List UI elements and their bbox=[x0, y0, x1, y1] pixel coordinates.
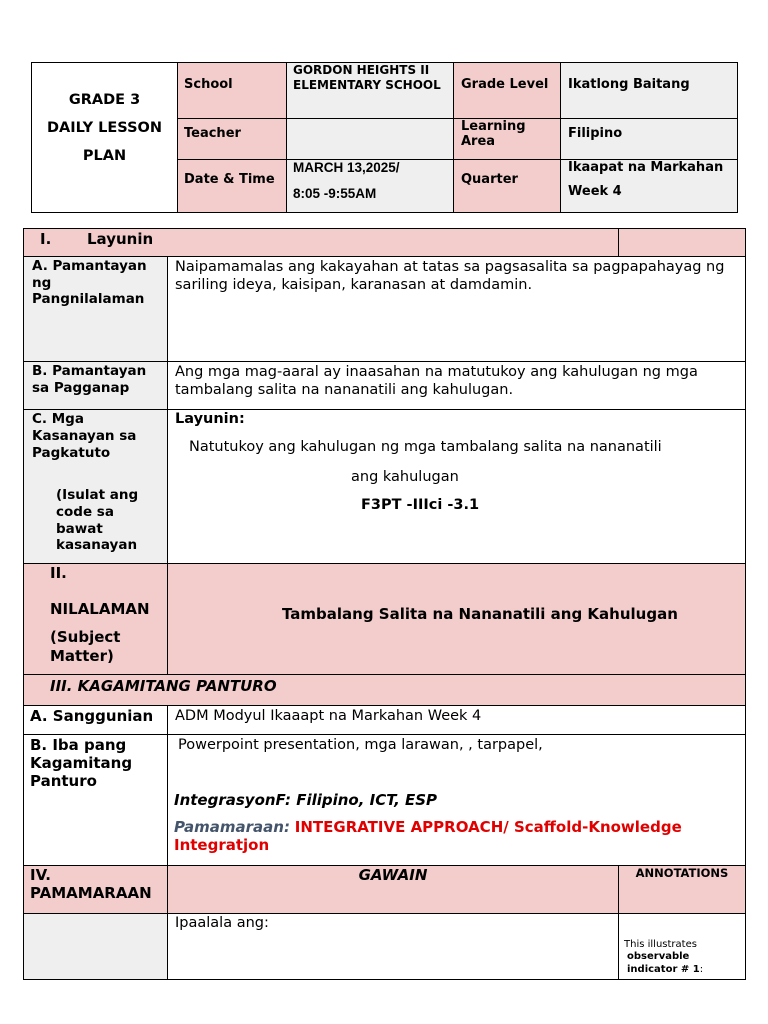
date-time-label: Date & Time bbox=[184, 172, 275, 187]
annotations-header-cell bbox=[618, 865, 746, 914]
section-2-title: NILALAMAN bbox=[50, 600, 150, 618]
section-2-number: II. bbox=[50, 564, 67, 582]
row-c-objective-line1: Natutukoy ang kahulugan ng mga tambalang salita na nananatili bbox=[189, 439, 662, 455]
date-value: MARCH 13,2025/ bbox=[293, 160, 400, 175]
school-label: School bbox=[184, 77, 233, 92]
section-3-title: III. KAGAMITANG PANTURO bbox=[50, 677, 277, 695]
row-c-label-cell bbox=[23, 409, 168, 564]
week-value: Week 4 bbox=[568, 184, 622, 199]
row-b-text: Ang mga mag-aaral ay inaasahan na matutukoy ang kahulugan ng mga tambalang salita na nananatili ang kahulugan. bbox=[175, 364, 698, 398]
learning-area-label: Learning Area bbox=[461, 119, 526, 149]
section-1-header bbox=[23, 228, 619, 257]
learning-area-value-cell bbox=[560, 118, 738, 160]
school-value-cell bbox=[286, 62, 454, 119]
row-a-text: Naipamamalas ang kakayahan at tatas sa pagsasalita sa pagpapahayag ng sariling ideya, kaisipan, karanasan at damdamin. bbox=[175, 259, 725, 293]
approach-text bbox=[174, 818, 734, 854]
materials-list: Powerpoint presentation, mga larawan, , tarpapel, bbox=[178, 737, 543, 753]
teacher-label: Teacher bbox=[184, 126, 241, 141]
teacher-label-cell bbox=[177, 118, 287, 160]
sanggunian-text: ADM Modyul Ikaaapt na Markahan Week 4 bbox=[175, 708, 482, 724]
iba-pang-label: B. Iba pang Kagamitang Panturo bbox=[30, 736, 133, 790]
learning-area-label-cell bbox=[453, 118, 561, 160]
integration-text: IntegrasyonF: Filipino, ICT, ESP bbox=[174, 791, 438, 809]
lesson-plan-title: GRADE 3 DAILY LESSON PLAN bbox=[46, 92, 163, 164]
row-4-label-cell bbox=[23, 913, 168, 980]
section-1-side-cell bbox=[618, 228, 746, 257]
learning-area-value: Filipino bbox=[568, 126, 623, 141]
grade-level-value-cell bbox=[560, 62, 738, 119]
row-b-label-cell bbox=[23, 361, 168, 410]
annotation-note bbox=[627, 951, 737, 976]
section-2-label-cell bbox=[23, 563, 168, 675]
sanggunian-content-cell bbox=[167, 705, 746, 735]
iba-pang-content-cell bbox=[167, 734, 746, 866]
section-2-content-cell bbox=[167, 563, 746, 675]
quarter-value-cell bbox=[560, 159, 738, 213]
title-cell bbox=[31, 62, 178, 213]
row-4-content-cell bbox=[167, 913, 619, 980]
section-4-title: IV. PAMAMARAAN bbox=[30, 866, 152, 902]
row-4-annotation-cell bbox=[618, 913, 746, 980]
grade-level-label: Grade Level bbox=[461, 77, 549, 92]
iba-pang-label-cell bbox=[23, 734, 168, 866]
row-a-content-cell bbox=[167, 256, 746, 362]
annotation-colon: : bbox=[699, 963, 704, 975]
gawain-header-cell bbox=[167, 865, 619, 914]
row-c-content-cell bbox=[167, 409, 746, 564]
row-a-label: A. Pamantayan ng Pangnilalaman bbox=[32, 258, 147, 307]
section-1-number: I. bbox=[40, 230, 52, 248]
row-c-heading: Layunin: bbox=[175, 411, 245, 427]
quarter-value: Ikaapat na Markahan bbox=[568, 160, 724, 175]
gawain-title: GAWAIN bbox=[358, 866, 428, 884]
row-c-note: (Isulat ang code sa bawat kasanayan bbox=[56, 487, 139, 554]
subject-matter: Tambalang Salita na Nananatili ang Kahulugan bbox=[282, 605, 678, 623]
school-label-cell bbox=[177, 62, 287, 119]
quarter-label: Quarter bbox=[461, 172, 518, 187]
approach-label: Pamamaraan: bbox=[174, 818, 290, 836]
quarter-label-cell bbox=[453, 159, 561, 213]
section-4-label-cell bbox=[23, 865, 168, 914]
annotation-note-prefix: This illustrates bbox=[624, 939, 697, 950]
sanggunian-label: A. Sanggunian bbox=[30, 707, 154, 725]
date-value-cell bbox=[286, 159, 454, 213]
section-3-header bbox=[23, 674, 746, 706]
row-c-objective-line2: ang kahulugan bbox=[351, 469, 459, 485]
grade-level-label-cell bbox=[453, 62, 561, 119]
annotations-title: ANNOTATIONS bbox=[635, 866, 729, 880]
teacher-value-cell bbox=[286, 118, 454, 160]
grade-level-value: Ikatlong Baitang bbox=[568, 77, 690, 92]
approach-value: INTEGRATIVE APPROACH/ Scaffold-Knowledge Integratjon bbox=[174, 818, 682, 854]
competency-code: F3PT -IIIci -3.1 bbox=[361, 497, 480, 513]
sanggunian-label-cell bbox=[23, 705, 168, 735]
row-4-text: Ipaalala ang: bbox=[175, 915, 269, 931]
section-2-subtitle: (Subject Matter) bbox=[50, 628, 121, 665]
date-label-cell bbox=[177, 159, 287, 213]
row-b-content-cell bbox=[167, 361, 746, 410]
row-a-label-cell bbox=[23, 256, 168, 362]
section-1-title: Layunin bbox=[87, 230, 154, 248]
row-b-label: B. Pamantayan sa Pagganap bbox=[32, 363, 147, 396]
school-value: GORDON HEIGHTS II ELEMENTARY SCHOOL bbox=[293, 63, 441, 92]
row-c-label: C. Mga Kasanayan sa Pagkatuto bbox=[32, 411, 137, 461]
annotation-indicator: observable indicator # 1 bbox=[627, 951, 700, 975]
time-value: 8:05 -9:55AM bbox=[293, 186, 377, 201]
